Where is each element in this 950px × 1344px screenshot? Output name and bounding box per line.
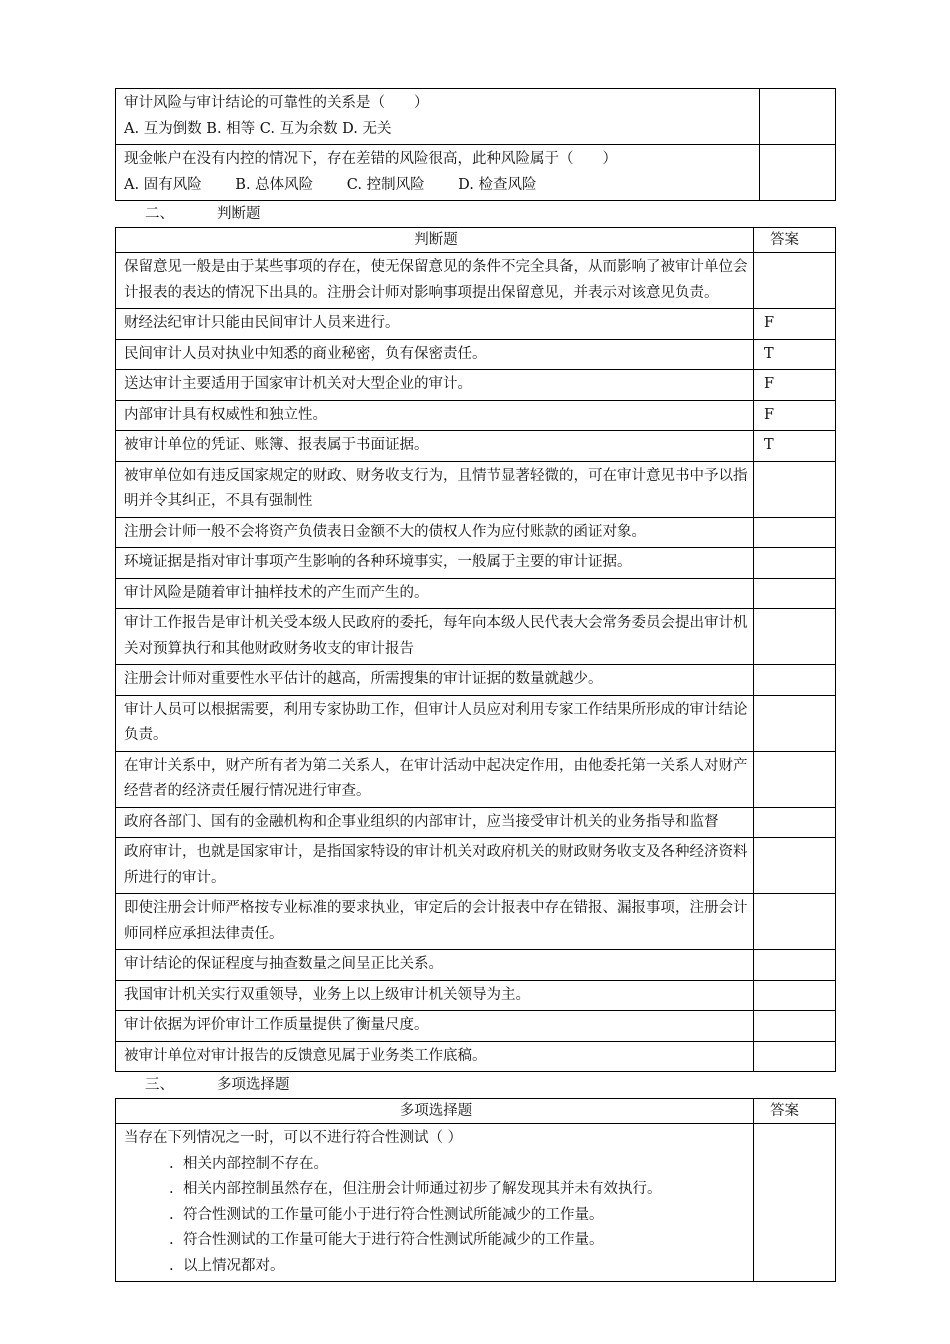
document-page: [115, 88, 836, 1282]
table-row: [116, 1124, 836, 1282]
statement-cell: 被审计单位的凭证、账簿、报表属于书面证据。: [116, 431, 754, 462]
table-row: [116, 309, 836, 340]
answer-cell: [754, 695, 836, 751]
answer-cell: F: [754, 400, 836, 431]
option-marker: .: [169, 1206, 174, 1223]
option-text: 符合性测试的工作量可能大于进行符合性测试所能减少的工作量。: [183, 1232, 604, 1248]
table-row: [116, 980, 836, 1011]
table-row: [116, 751, 836, 807]
statement-cell: 注册会计师一般不会将资产负债表日金额不大的债权人作为应付账款的函证对象。: [116, 517, 754, 548]
statement-cell: 审计人员可以根据需要，利用专家协助工作，但审计人员应对利用专家工作结果所形成的审计结论负责。: [116, 695, 754, 751]
statement-cell: 被审计单位对审计报告的反馈意见属于业务类工作底稿。: [116, 1041, 754, 1072]
answer-cell: [754, 517, 836, 548]
table-row: [116, 838, 836, 894]
question-options: A. 固有风险 B. 总体风险 C. 控制风险 D. 检查风险: [124, 176, 537, 193]
answer-cell: [754, 1041, 836, 1072]
answer-cell: [754, 548, 836, 579]
answer-cell: [754, 461, 836, 517]
answer-cell: [754, 665, 836, 696]
answer-cell: [760, 145, 836, 201]
answer-cell: [760, 89, 836, 145]
question-options: A. 互为倒数 B. 相等 C. 互为余数 D. 无关: [124, 120, 392, 137]
statement-cell: 即使注册会计师严格按专业标准的要求执业，审定后的会计报表中存在错报、漏报事项，注册会计师同样应承担法律责任。: [116, 894, 754, 950]
answer-cell: [754, 578, 836, 609]
answer-cell: [754, 894, 836, 950]
statement-cell: 环境证据是指对审计事项产生影响的各种环境事实，一般属于主要的审计证据。: [116, 548, 754, 579]
table-row: [116, 461, 836, 517]
option-item: [124, 1152, 748, 1178]
section-title: 多项选择题: [217, 1077, 290, 1093]
table-row: [116, 339, 836, 370]
table-row: [116, 609, 836, 665]
option-list: [124, 1152, 748, 1280]
statement-cell: 财经法纪审计只能由民间审计人员来进行。: [116, 309, 754, 340]
statement-cell: 审计工作报告是审计机关受本级人民政府的委托，每年向本级人民代表大会常务委员会提出审计机关对预算执行和其他财政财务收支的审计报告: [116, 609, 754, 665]
statement-cell: 审计依据为评价审计工作质量提供了衡量尺度。: [116, 1011, 754, 1042]
option-marker: .: [169, 1181, 174, 1197]
answer-cell: [754, 253, 836, 309]
answer-cell: F: [754, 370, 836, 401]
table-row: [116, 548, 836, 579]
table-row: [116, 695, 836, 751]
header-answer: 答案: [754, 228, 836, 253]
answer-cell: [754, 751, 836, 807]
option-text: 以上情况都对。: [183, 1257, 285, 1274]
statement-cell: 政府各部门、国有的金融机构和企事业组织的内部审计，应当接受审计机关的业务指导和监督: [116, 807, 754, 838]
option-marker: .: [169, 1257, 174, 1274]
table-row: [116, 1041, 836, 1072]
table-row: [116, 665, 836, 696]
statement-cell: 审计风险是随着审计抽样技术的产生而产生的。: [116, 578, 754, 609]
question-cell: [116, 1124, 754, 1282]
option-marker: .: [169, 1232, 174, 1248]
option-item: [124, 1177, 748, 1203]
answer-cell: [754, 950, 836, 981]
answer-cell: T: [754, 339, 836, 370]
table-row: [116, 517, 836, 548]
answer-cell: T: [754, 431, 836, 462]
answer-cell: [754, 838, 836, 894]
table-row: [116, 894, 836, 950]
header-answer: 答案: [754, 1099, 836, 1124]
option-item: [124, 1254, 748, 1280]
multiple-choice-table: [115, 1098, 836, 1282]
section-number: 二、: [145, 206, 174, 222]
option-item: [124, 1228, 748, 1254]
statement-cell: 送达审计主要适用于国家审计机关对大型企业的审计。: [116, 370, 754, 401]
true-false-table: [115, 227, 836, 1072]
answer-cell: F: [754, 309, 836, 340]
question-text: 现金帐户在没有内控的情况下，存在差错的风险很高，此种风险属于（ ）: [124, 151, 617, 167]
question-text: 审计风险与审计结论的可靠性的关系是（ ）: [124, 95, 429, 111]
table-row: [116, 1011, 836, 1042]
question-text: 当存在下列情况之一时，可以不进行符合性测试（ ）: [124, 1130, 463, 1146]
statement-cell: 我国审计机关实行双重领导，业务上以上级审计机关领导为主。: [116, 980, 754, 1011]
option-text: 相关内部控制虽然存在，但注册会计师通过初步了解发现其并未有效执行。: [183, 1181, 662, 1197]
single-choice-table: [115, 88, 836, 201]
option-text: 相关内部控制不存在。: [183, 1155, 328, 1172]
table-header-row: [116, 228, 836, 253]
statement-cell: 在审计关系中，财产所有者为第二关系人，在审计活动中起决定作用，由他委托第一关系人对财产经营者的经济责任履行情况进行审查。: [116, 751, 754, 807]
statement-cell: 民间审计人员对执业中知悉的商业秘密，负有保密责任。: [116, 339, 754, 370]
question-cell: [116, 89, 760, 145]
table-row: [116, 431, 836, 462]
table-row: [116, 370, 836, 401]
section-heading-true-false: [115, 201, 836, 227]
option-item: [124, 1203, 748, 1229]
statement-cell: 被审单位如有违反国家规定的财政、财务收支行为，且情节显著轻微的，可在审计意见书中予以指明并令其纠正，不具有强制性: [116, 461, 754, 517]
statement-cell: 保留意见一般是由于某些事项的存在，使无保留意见的条件不完全具备，从而影响了被审计单位会计报表的表达的情况下出具的。注册会计师对影响事项提出保留意见，并表示对该意见负责。: [116, 253, 754, 309]
answer-cell: [754, 980, 836, 1011]
option-marker: .: [169, 1155, 174, 1172]
header-question: 判断题: [116, 228, 754, 253]
section-title: 判断题: [217, 206, 261, 222]
statement-cell: 审计结论的保证程度与抽查数量之间呈正比关系。: [116, 950, 754, 981]
option-text: 符合性测试的工作量可能小于进行符合性测试所能减少的工作量。: [183, 1206, 604, 1223]
table-row: [116, 807, 836, 838]
table-row: [116, 89, 836, 145]
answer-cell: [754, 1124, 836, 1282]
question-cell: [116, 145, 760, 201]
answer-cell: [754, 807, 836, 838]
answer-cell: [754, 609, 836, 665]
statement-cell: 内部审计具有权威性和独立性。: [116, 400, 754, 431]
table-header-row: [116, 1099, 836, 1124]
table-row: [116, 578, 836, 609]
section-number: 三、: [145, 1077, 174, 1093]
section-heading-multiple-choice: [115, 1072, 836, 1098]
table-row: [116, 950, 836, 981]
table-row: [116, 400, 836, 431]
statement-cell: 政府审计，也就是国家审计，是指国家特设的审计机关对政府机关的财政财务收支及各种经济资料所进行的审计。: [116, 838, 754, 894]
answer-cell: [754, 1011, 836, 1042]
table-row: [116, 145, 836, 201]
table-row: [116, 253, 836, 309]
statement-cell: 注册会计师对重要性水平估计的越高，所需搜集的审计证据的数量就越少。: [116, 665, 754, 696]
header-question: 多项选择题: [116, 1099, 754, 1124]
